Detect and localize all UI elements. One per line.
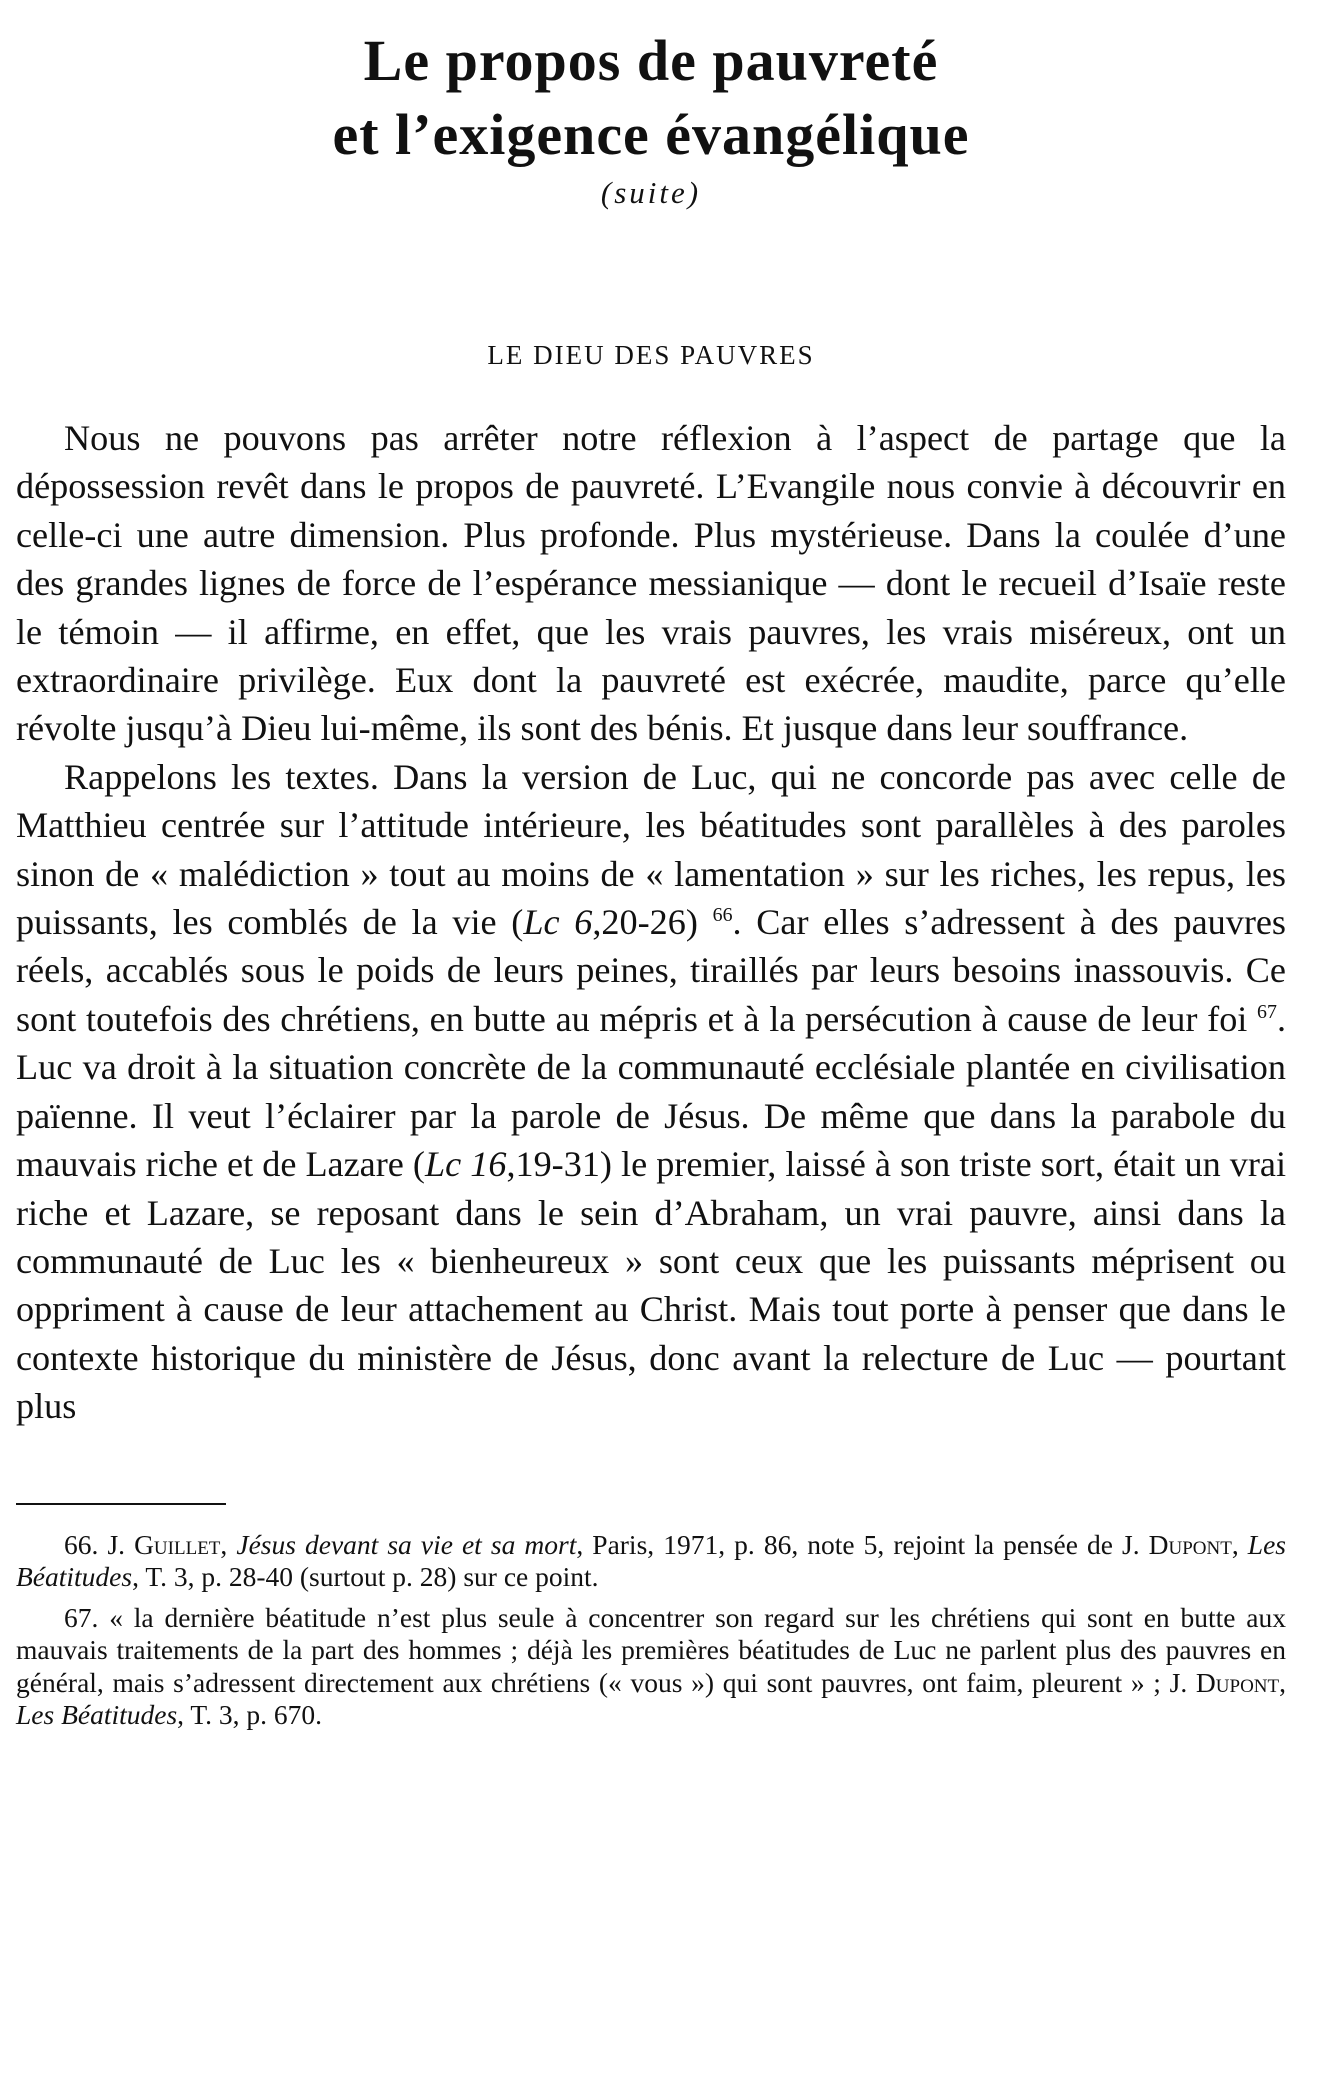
footnote-separator [16,1503,226,1505]
footnote-text: , Paris, 1971, p. 86, note 5, rejoint la pensée de [576,1528,1123,1560]
footnote-text: , T. 3, p. 28-40 (surtout p. 28) sur ce point. [132,1561,599,1593]
section-heading: LE DIEU DES PAUVRES [487,340,815,370]
footnote-text: « la dernière béatitude n’est plus seule à concentrer son regard sur les chrétiens qui sont en butte aux mauvais traitements de la part des hommes ; déjà les premières béatitudes de Luc ne parlent plus des pauvres en général, mais s’adressent directement aux chrétiens (« vous ») qui sont pauvres, ont faim, pleurent » ; [16,1601,1286,1698]
footnote-number: 66. [64,1528,99,1560]
body-text [16,414,1286,1431]
scripture-reference: Lc 6 [523,902,593,943]
footnote-title: Jésus devant sa vie et sa mort [236,1528,577,1560]
footnote-author: J. Dupont [1122,1528,1232,1560]
footnote-author: J. Dupont [1169,1666,1280,1698]
title-line-1: Le propos de pauvreté [363,28,939,93]
footnote-66: 66. J. Guillet, Jésus devant sa vie et sa mort, Paris, 1971, p. 86, note 5, rejoint la pensée de J. Dupont, Les Béatitudes, T. 3, p. 28-40 (surtout p. 28) sur ce point. [16,1528,1286,1593]
article-title [16,24,1286,172]
scripture-reference-verses: ,19-31) [506,1144,612,1185]
footnote-number: 67. [64,1601,99,1633]
article-page [16,24,1286,1740]
footnote-marker-67[interactable]: 67 [1257,1000,1277,1023]
footnote-author: J. Guillet [107,1528,221,1560]
footnote-title: Les Béatitudes [16,1528,1286,1593]
footnote-title: Les Béatitudes [16,1699,178,1731]
footnote-marker-66[interactable]: 66 [712,904,733,926]
footnotes [16,1529,1286,1732]
paragraph-2-part-c: . Luc va droit à la situation concrète de la communauté ecclésiale plantée en civilisation païenne. Il veut l’éclairer par la parole de Jésus. De même que dans la parabole du mauvais riche et de Lazare ( [16,998,1286,1185]
article-subtitle: (suite) [600,175,702,210]
paragraph-2-part-b: . Car elles s’adressent à des pauvres réels, accablés sous le poids de leurs peines, tiraillés par leurs besoins inassouvis. Ce sont toutefois des chrétiens, en butte au mépris et à la persécution à cause de leur foi [16,902,1287,1039]
footnote-text: , T. 3, p. 670. [177,1699,323,1731]
paragraph-1: Nous ne pouvons pas arrêter notre réflexion à l’aspect de partage que la dépossession revêt dans le propos de pauvreté. L’Evangile nous convie à découvrir en celle-ci une autre dimension. Plus profonde. Plus mystérieuse. Dans la coulée d’une des grandes lignes de force de l’espérance messianique — dont le recueil d’Isaïe reste le témoin — il affirme, en effet, que les vrais pauvres, les vrais miséreux, ont un extraordinaire privilège. Eux dont la pauvreté est exécrée, maudite, parce qu’elle révolte jusqu’à Dieu lui-même, ils sont des bénis. Et jusque dans leur souffrance. [16,418,1286,749]
paragraph-2-part-d: le premier, laissé à son triste sort, était un vrai riche et Lazare, se reposant dans le sein d’Abraham, un vrai pauvre, ainsi dans la communauté de Luc les « bienheureux » sont ceux que les puissants méprisent ou oppriment à cause de leur attachement au Christ. Mais tout porte à penser que dans le contexte historique du ministère de Jésus, donc avant la relecture de Luc — pourtant plus [16,1144,1287,1427]
title-line-2: et l’exigence évangélique [332,102,970,167]
scripture-reference: Lc 16 [424,1144,507,1185]
footnote-67: 67. « la dernière béatitude n’est plus seule à concentrer son regard sur les chrétiens qui sont en butte aux mauvais traitements de la part des hommes ; déjà les premières béatitudes de Luc ne parlent plus des pauvres en général, mais s’adressent directement aux chrétiens (« vous ») qui sont pauvres, ont faim, pleurent » ; J. Dupont, Les Béatitudes, T. 3, p. 670. [16,1601,1286,1731]
paragraph-2 [16,753,1286,1431]
paragraph-2-part-a: Rappelons les textes. Dans la version de Luc, qui ne concorde pas avec celle de Matthieu centrée sur l’attitude intérieure, les béatitudes sont parallèles à des paroles sinon de « malédiction » tout au moins de « lamentation » sur les riches, les repus, les puissants, les comblés de la vie ( [16,756,1286,943]
scripture-reference-verses: ,20-26) [592,902,713,943]
